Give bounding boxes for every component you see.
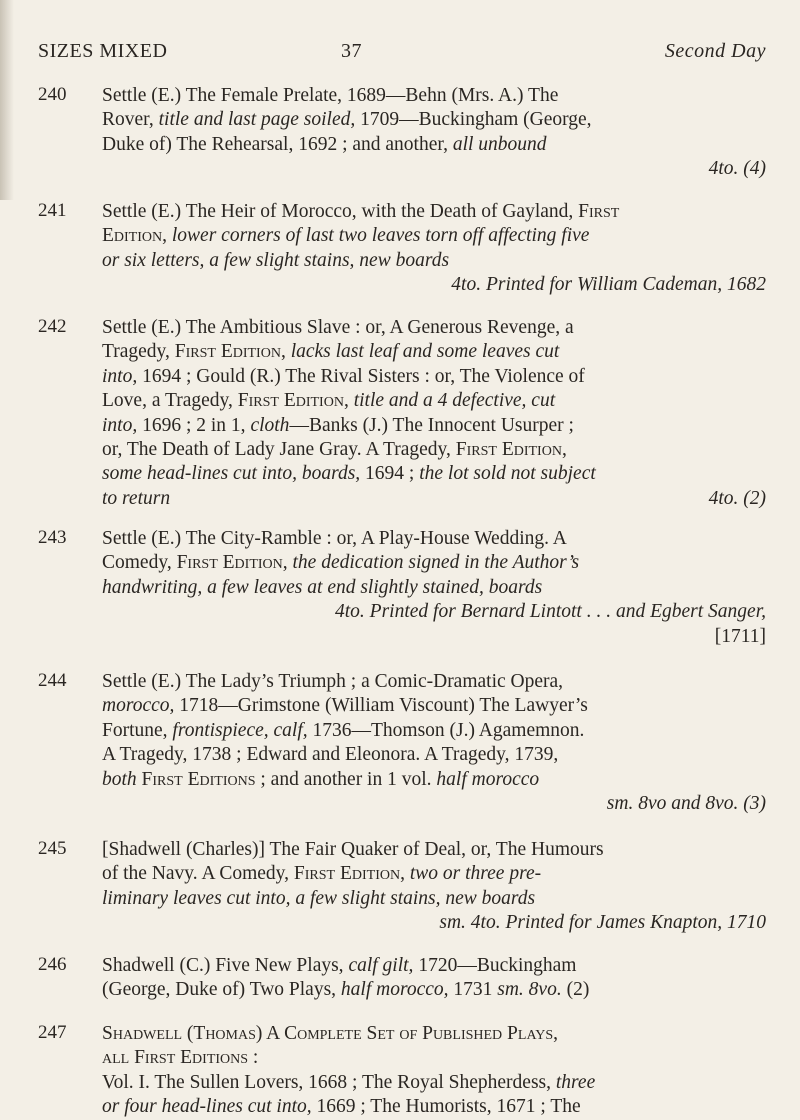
- page-gutter-shadow: [0, 0, 14, 200]
- lot-description: Settle (E.) The Female Prelate, 1689—Behn (Mrs. A.) The Rover, title and last page soiled, 1709—Buckingham (George, Duke of) The Rehearsal, 1692 ; and another, all unbound 4to. (4): [102, 84, 766, 182]
- lot-description: [Shadwell (Charles)] The Fair Quaker of Deal, or, The Humours of the Navy. A Comedy, First Edition, two or three pre- liminary leaves cut into, a few slight stains, new boards sm. 4to. Printed for James Knapton, 1710: [102, 838, 766, 936]
- lot-format: sm. 4to. Printed for James Knapton, 1710: [439, 912, 766, 934]
- lot-number: 245: [38, 838, 67, 859]
- lot-format: 4to. (4): [708, 158, 766, 180]
- lot-description: Settle (E.) The Heir of Morocco, with the Death of Gayland, First Edition, lower corners of last two leaves torn off affecting five or six letters, a few slight stains, new boards 4to. Printed for William Cademan, 1682: [102, 200, 766, 298]
- lot-format: 4to. Printed for William Cademan, 1682: [451, 274, 766, 296]
- lot-description: Shadwell (Thomas) A Complete Set of Published Plays, all First Editions : Vol. I. The Sullen Lovers, 1668 ; The Royal Shepherdess, three or four head-lines cut into, 1669 ; The Humorists, 1671 ; The: [102, 1023, 596, 1118]
- header-sale-day: Second Day: [664, 40, 766, 62]
- lot-format: sm. 8vo and 8vo. (3): [606, 793, 766, 815]
- lot-description: Settle (E.) The City-Ramble : or, A Play-House Wedding. A Comedy, First Edition, the dedication signed in the Author’s handwriting, a few leaves at end slightly stained, boards 4to. Printed for Bernard Lintott . . . and Egbert Sanger, [1711]: [102, 528, 766, 647]
- lot-number: 247: [38, 1022, 67, 1043]
- lot-number: 240: [38, 84, 67, 105]
- lot-description: Settle (E.) The Ambitious Slave : or, A Generous Revenge, a Tragedy, First Edition, lacks last leaf and some leaves cut into, 1694 ; Gould (R.) The Rival Sisters : or, The Violence of Love, a Tragedy, First Edition, title and a 4 defective, cut into, 1696 ; 2 in 1, cloth—Banks (J.) The Innocent Usurper ; or, The Death of Lady Jane Gray. A Tragedy, First Edition, some head-lines cut into, boards, 1694 ; the lot sold not subject to return 4to. (2): [102, 316, 766, 511]
- running-header: [38, 40, 766, 70]
- lot-format: 4to. Printed for Bernard Lintott . . . and Egbert Sanger,: [335, 601, 766, 623]
- lot-number: 244: [38, 670, 67, 691]
- lot-number: 242: [38, 316, 67, 337]
- lot-number: 243: [38, 527, 67, 548]
- header-section-title: SIZES MIXED: [38, 40, 168, 62]
- lot-number: 241: [38, 200, 67, 221]
- lot-number: 246: [38, 954, 67, 975]
- lot-description: Shadwell (C.) Five New Plays, calf gilt, 1720—Buckingham (George, Duke of) Two Plays, half morocco, 1731 sm. 8vo. (2): [102, 955, 590, 1001]
- page-number: 37: [341, 40, 362, 62]
- lot-description: Settle (E.) The Lady’s Triumph ; a Comic-Dramatic Opera, morocco, 1718—Grimstone (William Viscount) The Lawyer’s Fortune, frontispiece, calf, 1736—Thomson (J.) Agamemnon. A Tragedy, 1738 ; Edward and Eleonora. A Tragedy, 1739, both First Editions ; and another in 1 vol. half morocco sm. 8vo and 8vo. (3): [102, 670, 766, 816]
- lot-format: 4to. (2): [708, 487, 766, 509]
